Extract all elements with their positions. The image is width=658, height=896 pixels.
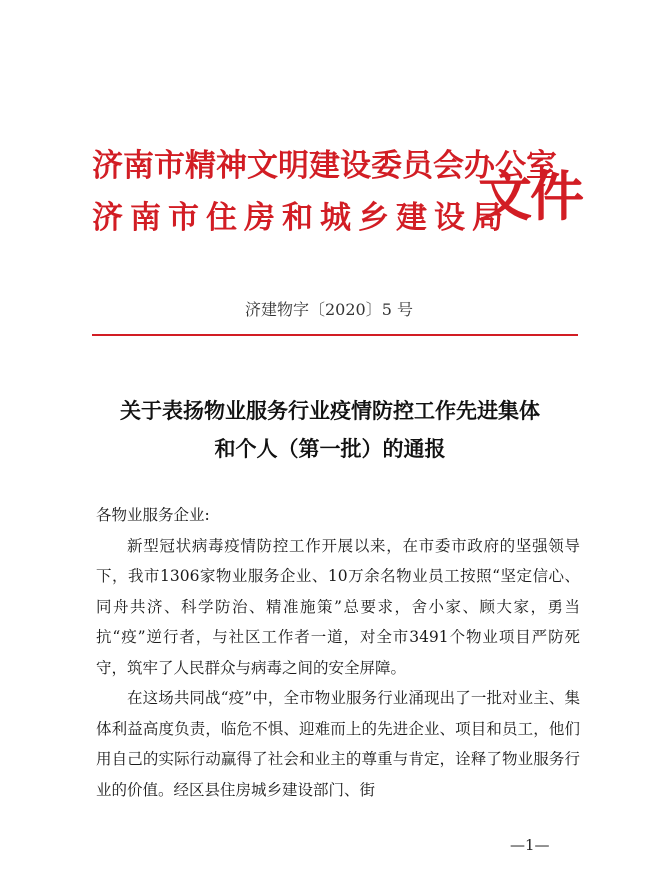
- agency-housing-bureau: 济南市住房和城乡建设局: [92, 200, 510, 236]
- body-paragraph-1: 新型冠状病毒疫情防控工作开展以来，在市委市政府的坚强领导下，我市1306家物业服务企业、10万余名物业员工按照“坚定信心、同舟共济、科学防治、精准施策”总要求，舍小家、顾大家，勇当抗“疫”逆行者，与社区工作者一道，对全市3491个物业项目严防死守，筑牢了人民群众与病毒之间的安全屏障。: [96, 536, 580, 677]
- page-number: —1—: [510, 836, 550, 854]
- document-number: 济建物字〔2020〕5 号: [245, 300, 413, 319]
- title-line-1: 关于表扬物业服务行业疫情防控工作先进集体: [120, 398, 540, 423]
- body-paragraph-2: 在这场共同战“疫”中，全市物业服务行业涌现出了一批对业主、集体利益高度负责，临危不惧、迎难而上的先进企业、项目和员工，他们用自己的实际行动赢得了社会和业主的尊重与肯定，诠释了物业服务行业的价值。经区县住房城乡建设部门、街: [96, 689, 580, 799]
- document-body: [96, 500, 580, 805]
- document-header: [92, 140, 592, 260]
- document-type-label: 文件: [478, 164, 582, 228]
- document-title: [60, 392, 600, 468]
- agency-civilization-office: 济南市精神文明建设委员会办公室: [92, 148, 557, 184]
- title-line-2: 和个人（第一批）的通报: [214, 436, 446, 461]
- header-divider: [92, 334, 578, 336]
- salutation: 各物业服务企业:: [96, 506, 210, 524]
